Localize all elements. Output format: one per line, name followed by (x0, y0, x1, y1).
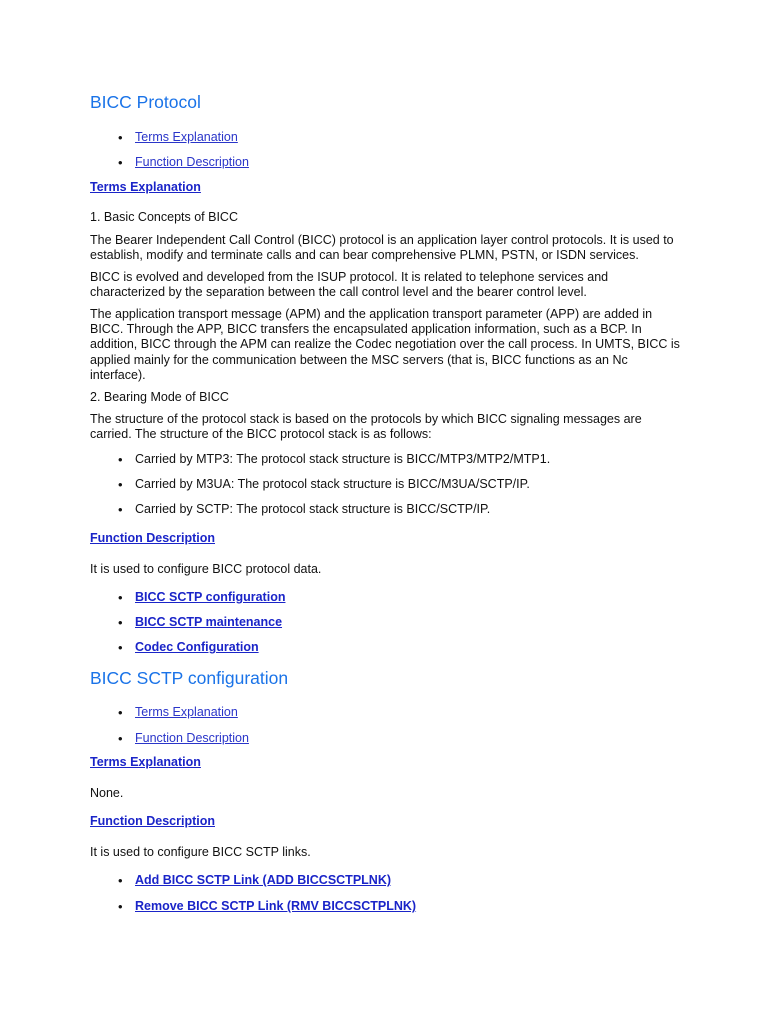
heading-terms-explanation[interactable]: Terms Explanation (90, 180, 201, 194)
link-remove-bicc-sctp-link[interactable]: Remove BICC SCTP Link (RMV BICCSCTPLNK) (135, 899, 417, 913)
heading-terms-explanation[interactable]: Terms Explanation (90, 755, 201, 769)
toc-item (135, 705, 238, 720)
link-function-description[interactable]: Function Description (135, 155, 249, 169)
list-item: • Carried by M3UA: The protocol stack structure is BICC/M3UA/SCTP/IP. (135, 477, 530, 492)
heading-function-description[interactable]: Function Description (90, 814, 215, 828)
list-item: • Carried by SCTP: The protocol stack structure is BICC/SCTP/IP. (135, 502, 490, 517)
toc-item (135, 155, 249, 170)
link-terms-explanation[interactable]: Terms Explanation (135, 130, 238, 144)
toc-item (135, 130, 238, 145)
label-bearing-mode: 2. Bearing Mode of BICC (90, 390, 229, 404)
list-item (135, 590, 285, 605)
section-title-bicc-sctp-configuration: BICC SCTP configuration (90, 668, 289, 688)
paragraph-function-text: It is used to configure BICC SCTP links. (90, 845, 311, 859)
link-terms-explanation[interactable]: Terms Explanation (135, 705, 238, 719)
heading-function-description[interactable]: Function Description (90, 531, 215, 545)
link-bicc-sctp-configuration[interactable]: BICC SCTP configuration (135, 590, 286, 604)
paragraph-bicc-isup: BICC is evolved and developed from the ISUP protocol. It is related to telephone services and characterized by the separation between the call control level and the bearer control level. (90, 270, 609, 300)
toc-item (135, 731, 249, 746)
label-basic-concepts: 1. Basic Concepts of BICC (90, 210, 238, 224)
paragraph-bicc-apm: The application transport message (APM) and the application transport parameter (APP) are added in BICC. Through the APP, BICC transfers the encapsulated application information, such as a BCP. In addition, BICC through the APM can realize the Codec negotiation over the call process. In UMTS, BICC is applied mainly for the communication between the MSC servers (that is, BICC functions as an Nc interface). (90, 307, 680, 382)
link-codec-configuration[interactable]: Codec Configuration (135, 640, 259, 654)
link-bicc-sctp-maintenance[interactable]: BICC SCTP maintenance (135, 615, 283, 629)
list-item (135, 873, 391, 888)
paragraph-function-text: It is used to configure BICC protocol data. (90, 562, 322, 576)
section-title-bicc-protocol: BICC Protocol (90, 92, 201, 112)
list-item (135, 615, 282, 630)
list-item (135, 640, 259, 655)
paragraph-bicc-intro: The Bearer Independent Call Control (BICC) protocol is an application layer control protocols. It is used to establish, modify and terminate calls and can bear comprehensive PLMN, PSTN, or ISDN services. (90, 233, 674, 263)
paragraph-terms-none: None. (90, 786, 124, 800)
paragraph-protocol-stack: The structure of the protocol stack is based on the protocols by which BICC signaling messages are carried. The structure of the BICC protocol stack is as follows: (90, 412, 642, 442)
link-function-description[interactable]: Function Description (135, 731, 249, 745)
list-item (135, 899, 416, 914)
link-add-bicc-sctp-link[interactable]: Add BICC SCTP Link (ADD BICCSCTPLNK) (135, 873, 392, 887)
list-item: • Carried by MTP3: The protocol stack structure is BICC/MTP3/MTP2/MTP1. (135, 452, 550, 467)
